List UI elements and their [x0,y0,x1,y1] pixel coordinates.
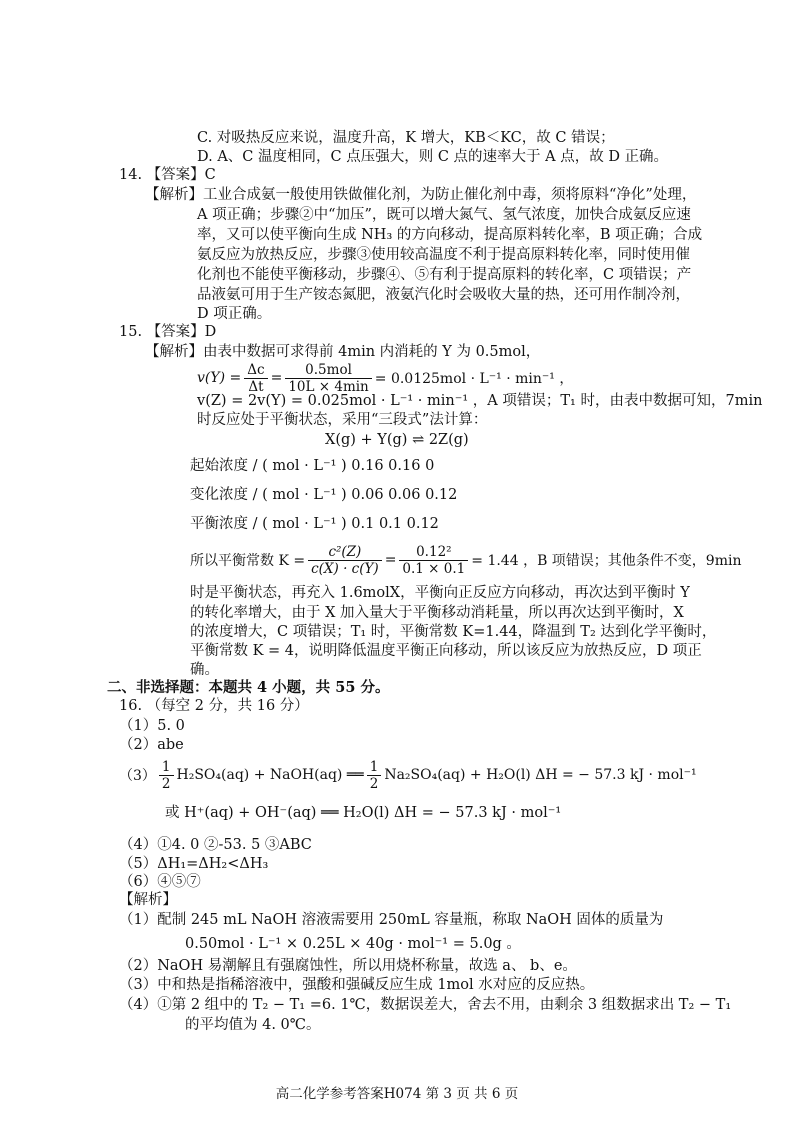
fraction [159,759,174,792]
text-line: 时反应处于平衡状态，采用“三段式”法计算： [197,412,488,428]
text-line: 时是平衡状态，再充入 1.6molX，平衡向正反应方向移动，再次达到平衡时 Y [190,585,690,601]
text-line: 的转化率增大，由于 X 加入量大于平衡移动消耗量，所以再次达到平衡时，X [190,605,684,621]
formula-equilibrium-constant: 所以平衡常数 K = $\frac{\text{c²(Z)}}{c(X) \cdot c(Y)}$ = $\frac{\text{0.12²}}{0.1 \times 0.1}$ = 1.44 ，B 项错误；其他条件不变，9min [190,543,742,577]
thermochemical-equation [119,754,697,796]
fraction [308,544,382,577]
text-line: 平衡常数 K = 4，说明降低温度平衡正向移动，所以该反应为放热反应，D 项正 [190,643,702,659]
text-line: 氨反应为放热反应，步骤③使用较高温度不利于提高原料转化率，同时使用催 [197,247,690,263]
answer-line: （4）①4. 0 ②-53. 5 ③ABC [119,837,312,853]
section-heading: 二、非选择题：本题共 4 小题，共 55 分。 [107,679,390,696]
denominator: 2 [161,775,171,792]
fraction [367,759,382,792]
formula-part: Na₂SO₄(aq) + H₂O(l) ΔH = − 57.3 kJ · mol⁻¹ [384,767,697,783]
formula-part: （3） [119,768,156,784]
table-row: 起始浓度 / ( mol · L⁻¹ ) 0.16 0.16 0 [190,458,435,474]
text-line: （1）配制 245 mL NaOH 溶液需要用 250mL 容量瓶，称取 NaOH 固体的质量为 [119,912,664,928]
text-line: C. 对吸热反应来说，温度升高，K 增大，KB＜KC，故 C 错误； [197,130,615,146]
text-line: 0.50mol · L⁻¹ × 0.25L × 40g · mol⁻¹ = 5.0g 。 [185,936,521,952]
text-line: 的平均值为 4. 0℃。 [185,1017,321,1033]
text-line: （2）NaOH 易潮解且有强腐蚀性，所以用烧杯称量，故选 a、 b、e。 [119,958,577,974]
answer-line: （5）ΔH₁=ΔH₂<ΔH₃ [119,856,269,872]
fraction [285,362,371,395]
answer-line: （1）5. 0 [119,718,185,734]
numerator: 0.12² [399,544,468,561]
text-line: D 项正确。 [197,306,272,322]
denominator: 10L × 4min [288,378,369,395]
numerator: Δc [244,362,267,379]
answer-line: （2）abe [119,737,184,753]
page-footer: 高二化学参考答案H074 第 3 页 共 6 页 [275,1086,519,1102]
formula-part: = 0.0125mol · L⁻¹ · min⁻¹ ， [374,371,574,387]
question-16-heading: 16. （每空 2 分，共 16 分） [119,698,309,714]
text-line: 【解析】由表中数据可求得前 4min 内消耗的 Y 为 0.5mol， [145,344,541,360]
formula-part: = 1.44 ，B 项错误；其他条件不变，9min [471,553,742,569]
text-line: （4）①第 2 组中的 T₂ − T₁ =6. 1℃，数据误差大，舍去不用，由剩余 3 组数据求出 T₂ − T₁ [119,997,732,1013]
text-line: 【解析】工业合成氨一般使用铁做催化剂，为防止催化剂中毒，须将原料“净化”处理， [145,187,697,203]
numerator: 1 [367,759,382,776]
formula-part: 所以平衡常数 K = [190,553,306,569]
answer-line: （6）④⑤⑦ [119,874,201,890]
thermochemical-equation: 或 H⁺(aq) + OH⁻(aq) ══ H₂O(l) ΔH = − 57.3 kJ · mol⁻¹ [165,805,562,821]
text-line: A 项正确；步骤②中“加压”，既可以增大氮气、氢气浓度，加快合成氨反应速 [197,207,691,223]
text-line: （3）中和热是指稀溶液中，强酸和强碱反应生成 1mol 水对应的反应热。 [119,977,595,993]
formula-rate-y: v(Y) = $\frac{\Delta c}{\Delta t}$ = $\frac{\text{0.5mol}}{10L \times 4\min}$ = 0.0125mol · L⁻¹ · min⁻¹ ， [197,361,574,395]
text-line: 确。 [190,662,219,678]
denominator: 0.1 × 0.1 [402,560,466,577]
formula-part: H₂SO₄(aq) + NaOH(aq) ══ [176,767,364,783]
text-line: D. A、C 温度相同，C 点压强大，则 C 点的速率大于 A 点，故 D 正确。 [197,149,669,165]
numerator: 0.5mol [285,362,371,379]
analysis-heading: 【解析】 [119,892,177,908]
question-14-answer: 14. 【答案】C [119,167,216,183]
question-15-answer: 15. 【答案】D [119,324,217,340]
text-line: 的浓度增大，C 项错误；T₁ 时，平衡常数 K=1.44，降温到 T₂ 达到化学平衡时， [190,624,717,640]
text-line: 化剂也不能使平衡移动，步骤④、⑤有利于提高原料的转化率，C 项错误；产 [197,267,692,283]
numerator: 1 [159,759,174,776]
fraction [399,544,468,577]
text-line: 率，又可以使平衡向生成 NH₃ 的方向移动，提高原料转化率，B 项正确；合成 [197,227,703,243]
denominator: Δt [248,378,264,395]
denominator: c(X) · c(Y) [311,560,379,577]
numerator: c²(Z) [308,544,382,561]
table-row: 平衡浓度 / ( mol · L⁻¹ ) 0.1 0.1 0.12 [190,516,439,532]
table-row: 变化浓度 / ( mol · L⁻¹ ) 0.06 0.06 0.12 [190,487,458,503]
text-line: v(Z) = 2v(Y) = 0.025mol · L⁻¹ · min⁻¹ ，A 项错误；T₁ 时，由表中数据可知，7min [197,393,763,409]
denominator: 2 [369,775,379,792]
fraction [244,362,267,395]
reaction-equation: X(g) + Y(g) ⇌ 2Z(g) [325,432,469,448]
text-line: 品液氨可用于生产铵态氮肥，液氨汽化时会吸收大量的热，还可用作制冷剂， [197,287,690,303]
formula-part: v(Y) = [197,370,242,386]
